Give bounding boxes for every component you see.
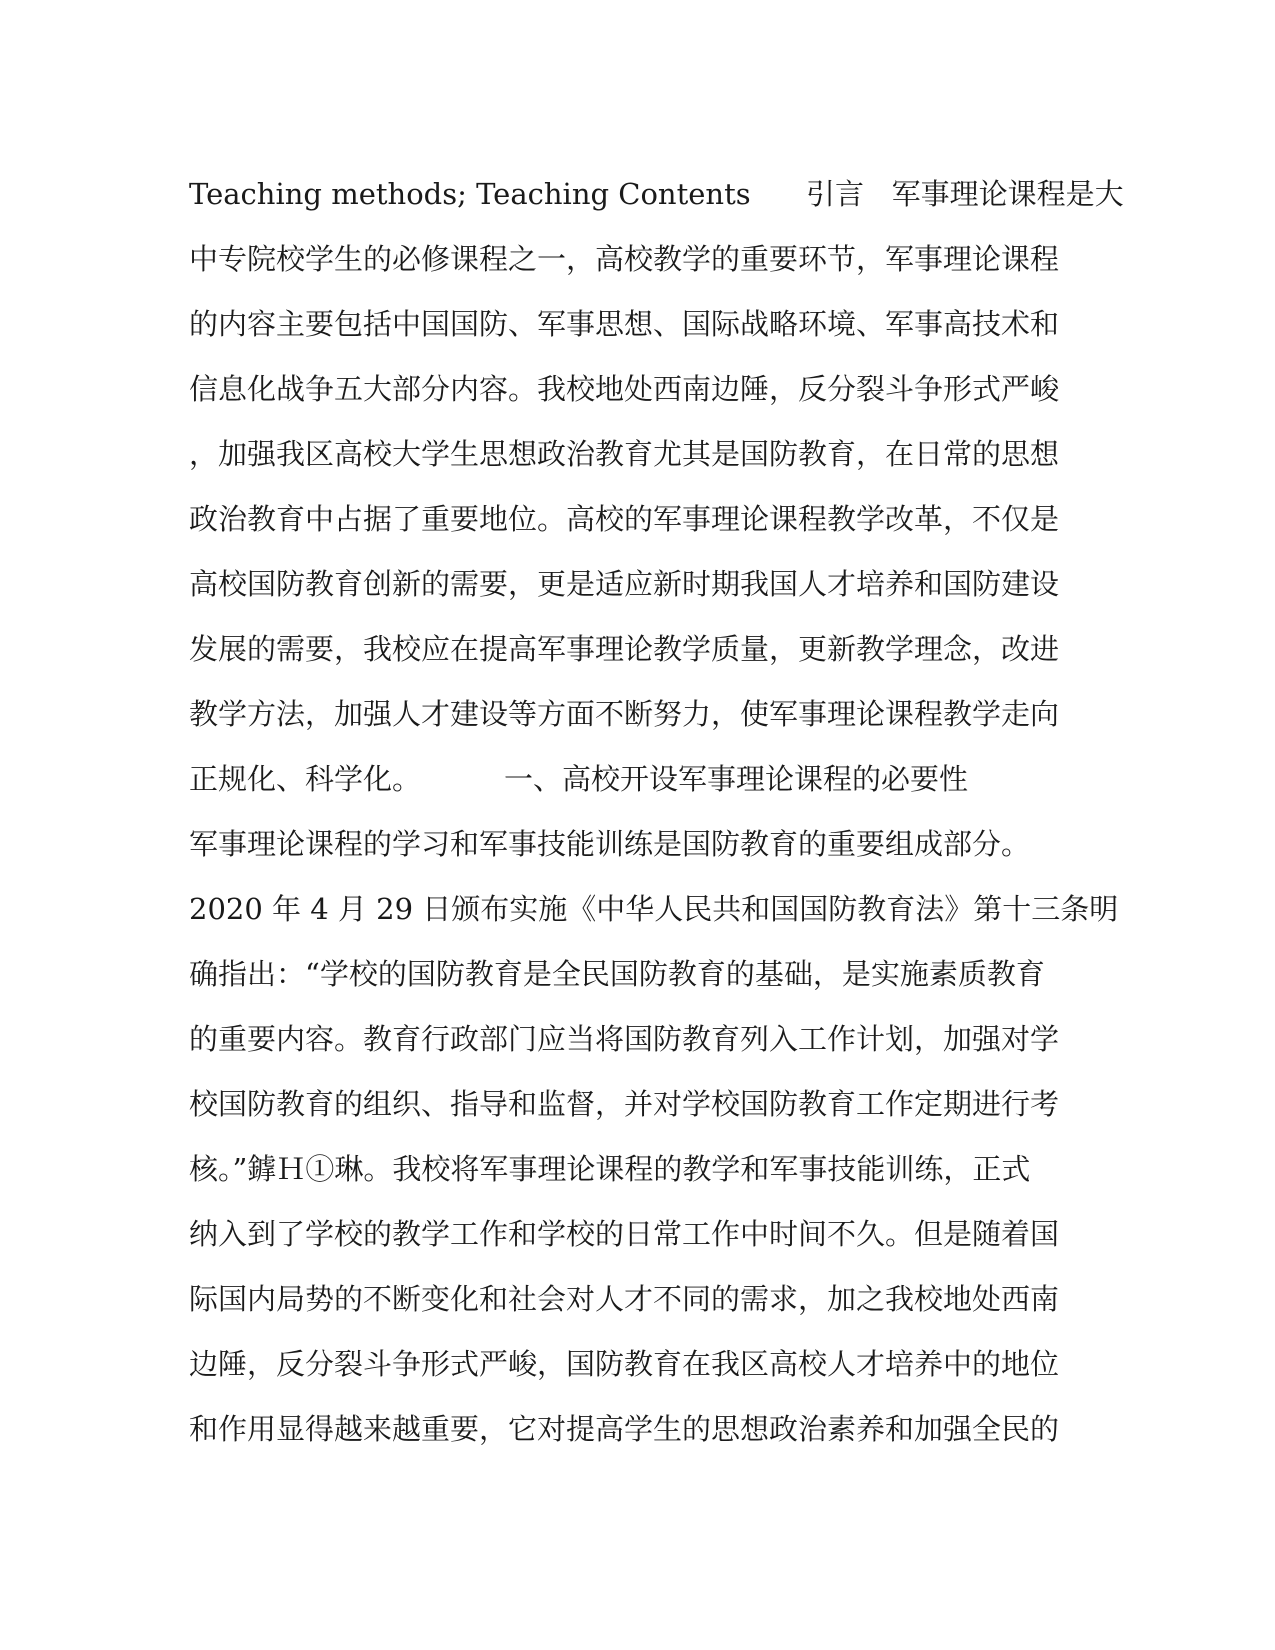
body-text xyxy=(189,162,1124,1462)
text-line-3: 的内容主要包括中国国防、军事思想、国际战略环境、军事高技术和 xyxy=(189,307,1060,341)
text-line-8: 发展的需要，我校应在提高军事理论教学质量，更新教学理念，改进 xyxy=(189,632,1060,666)
text-line-4: 信息化战争五大部分内容。我校地处西南边陲，反分裂斗争形式严峻 xyxy=(189,372,1060,406)
text-line-6: 政治教育中占据了重要地位。高校的军事理论课程教学改革，不仅是 xyxy=(189,502,1060,536)
text-line-12: 2020 年 4 月 29 日颁布实施《中华人民共和国国防教育法》第十三条明 xyxy=(189,892,1119,926)
text-line-9: 教学方法，加强人才建设等方面不断努力，使军事理论课程教学走向 xyxy=(189,697,1060,731)
text-line-15: 校国防教育的组织、指导和监督，并对学校国防教育工作定期进行考 xyxy=(189,1087,1060,1121)
text-line-1: Teaching methods; Teaching Contents 引言 军事理论课程是大 xyxy=(189,177,1124,211)
text-line-7: 高校国防教育创新的需要，更是适应新时期我国人才培养和国防建设 xyxy=(189,567,1060,601)
text-line-5: ，加强我区高校大学生思想政治教育尤其是国防教育，在日常的思想 xyxy=(189,437,1060,471)
text-line-18: 际国内局势的不断变化和社会对人才不同的需求，加之我校地处西南 xyxy=(189,1282,1060,1316)
text-line-20: 和作用显得越来越重要，它对提高学生的思想政治素养和加强全民的 xyxy=(189,1412,1060,1446)
text-line-17: 纳入到了学校的教学工作和学校的日常工作中时间不久。但是随着国 xyxy=(189,1217,1060,1251)
text-line-13: 确指出：“学校的国防教育是全民国防教育的基础，是实施素质教育 xyxy=(189,957,1045,991)
text-line-10: 正规化、科学化。 一、高校开设军事理论课程的必要性 xyxy=(189,762,968,796)
text-line-19: 边陲，反分裂斗争形式严峻，国防教育在我区高校人才培养中的地位 xyxy=(189,1347,1060,1381)
text-line-14: 的重要内容。教育行政部门应当将国防教育列入工作计划，加强对学 xyxy=(189,1022,1060,1056)
text-line-16: 核。”鎼Ｈ①琳。我校将军事理论课程的教学和军事技能训练，正式 xyxy=(189,1152,1031,1186)
text-line-11: 军事理论课程的学习和军事技能训练是国防教育的重要组成部分。 xyxy=(189,827,1031,861)
text-line-2: 中专院校学生的必修课程之一，高校教学的重要环节，军事理论课程 xyxy=(189,242,1060,276)
